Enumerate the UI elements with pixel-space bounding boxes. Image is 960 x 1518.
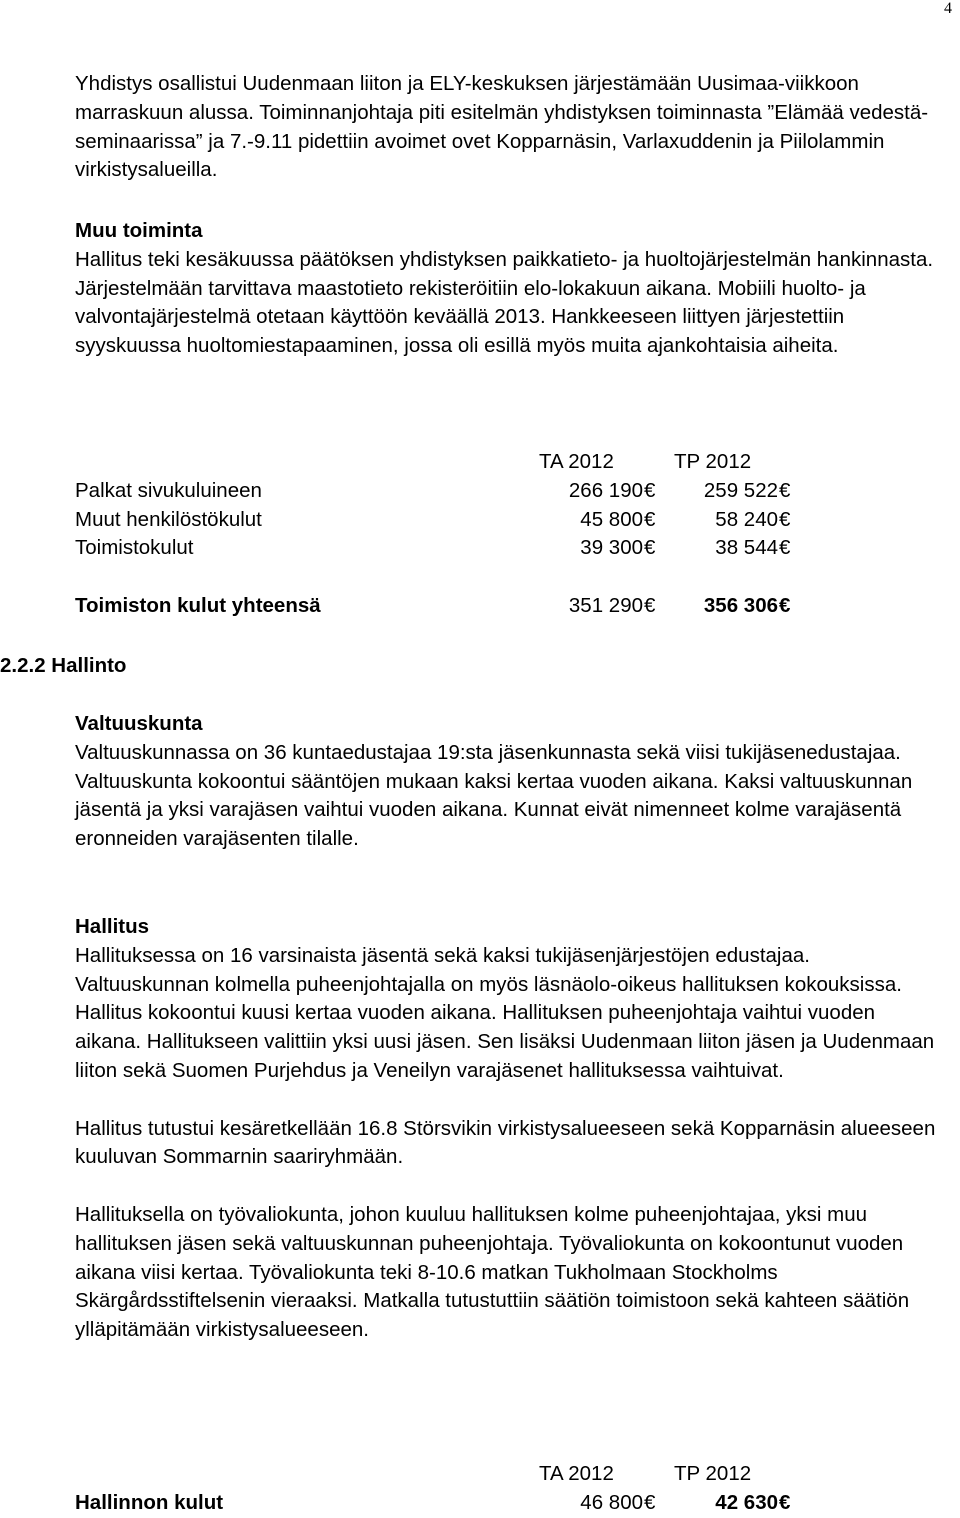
total-label: Hallinnon kulut <box>75 1490 224 1514</box>
header-ta: TA 2012 <box>539 450 614 473</box>
muu-toiminta-heading: Muu toiminta <box>75 219 203 242</box>
euro-icon: € <box>644 536 656 560</box>
row-ta: 39 300 <box>580 536 643 560</box>
euro-icon: € <box>644 478 656 502</box>
euro-icon: € <box>779 594 791 618</box>
total-ta: 351 290 <box>568 594 643 618</box>
euro-icon: € <box>779 478 791 502</box>
hallitus-heading: Hallitus <box>75 915 150 938</box>
euro-icon: € <box>644 594 656 618</box>
hallitus-text: Hallituksessa on 16 varsinaista jäsentä sekä kaksi tukijäsenjärjestöjen edustajaa. Valtuuskunnan kolmella puheenjohtajalla on myös läsnäolo-oikeus hallituksen kokouksissa. Hallitus kokoontui kuusi kertaa vuoden aikana. Hallituksen puheenjohtaja vaihtui vuoden aikana. Hallitukseen valittiin yksi uusi jäsen. Sen lisäksi Uudenmaan liiton jäsen ja Uudenmaan liiton sekä Suomen Purjehdus ja Veneilyn varajäsenet hallituksessa vaihtuivat. <box>75 943 935 1082</box>
row-label: Muut henkilöstökulut <box>75 507 262 531</box>
header-tp: TP 2012 <box>674 1462 752 1485</box>
header-ta: TA 2012 <box>539 1462 614 1485</box>
row-tp: 58 240 <box>715 507 778 531</box>
row-label: Palkat sivukuluineen <box>75 478 262 502</box>
euro-icon: € <box>644 1490 656 1514</box>
euro-icon: € <box>779 536 791 560</box>
valtuuskunta-text: Valtuuskunnassa on 36 kuntaedustajaa 19:sta jäsenkunnasta sekä viisi tukijäsenedustajaa. Valtuuskunta kokoontui sääntöjen mukaan kaksi kertaa vuoden aikana. Kaksi valtuuskunnan jäsentä ja yksi varajäsen vaihtui vuoden aikana. Kunnat eivät nimenneet kolme varajäsentä eronneiden varajäsenten tilalle. <box>75 740 913 851</box>
total-ta: 46 800 <box>580 1490 643 1514</box>
total-tp: 42 630 <box>715 1490 778 1514</box>
hallitus-text-2: Hallitus tutustui kesäretkellään 16.8 Störsvikin virkistysalueeseen sekä Kopparnäsin alueeseen kuuluvan Sommarnin saariryhmään. <box>75 1116 936 1169</box>
header-tp: TP 2012 <box>674 450 752 473</box>
hallitus-section <box>75 913 945 1345</box>
section-title: 2.2.2 Hallinto <box>0 654 127 677</box>
muu-toiminta-section <box>75 217 945 361</box>
row-tp: 38 544 <box>715 536 778 560</box>
row-label: Toimistokulut <box>75 536 194 560</box>
hallitus-text-3: Hallituksella on työvaliokunta, johon kuuluu hallituksen kolme puheenjohtajaa, yksi muu hallituksen jäsen sekä valtuuskunnan puheenjohtaja. Työvaliokunta on kokoontunut vuoden aikana viisi kertaa. Työvaliokunta teki 8-10.6 matkan Tukholmaan Stockholms Skärgårdsstiftelsenin vieraaksi. Matkalla tutustuttiin säätiön toimistoon sekä kahteen säätiön ylläpitämään virkistysalueeseen. <box>75 1202 910 1342</box>
euro-icon: € <box>644 507 656 531</box>
row-ta: 45 800 <box>580 507 643 531</box>
intro-paragraph <box>75 70 945 185</box>
muu-toiminta-text: Hallitus teki kesäkuussa päätöksen yhdistyksen paikkatieto- ja huoltojärjestelmän hankinnasta. Järjestelmään tarvittava maastotieto rekisteröitiin elo-lokakuun aikana. Mobiili huolto- ja valvontajärjestelmä otetaan käyttöön keväällä 2013. Hankkeeseen liittyen järjestettiin syyskuussa huoltomiestapaaminen, jossa oli esillä myös muita ajankohtaisia aiheita. <box>75 247 934 358</box>
row-ta: 266 190 <box>568 478 643 502</box>
page-number: 4 <box>944 0 952 17</box>
intro-text: Yhdistys osallistui Uudenmaan liiton ja ELY-keskuksen järjestämään Uusimaa-viikkoon marraskuun alussa. Toiminnanjohtaja piti esitelmän yhdistyksen toiminnasta ”Elämää vedestä-seminaarissa” ja 7.-9.11 pidettiin avoimet ovet Kopparnäsin, Varlaxuddenin ja Piilolammin virkistysalueilla. <box>75 72 929 182</box>
valtuuskunta-section <box>75 710 945 854</box>
total-tp: 356 306 <box>703 594 778 618</box>
valtuuskunta-heading: Valtuuskunta <box>75 712 203 735</box>
row-tp: 259 522 <box>703 478 778 502</box>
euro-icon: € <box>779 507 791 531</box>
euro-icon: € <box>779 1490 791 1514</box>
total-label: Toimiston kulut yhteensä <box>75 594 321 618</box>
